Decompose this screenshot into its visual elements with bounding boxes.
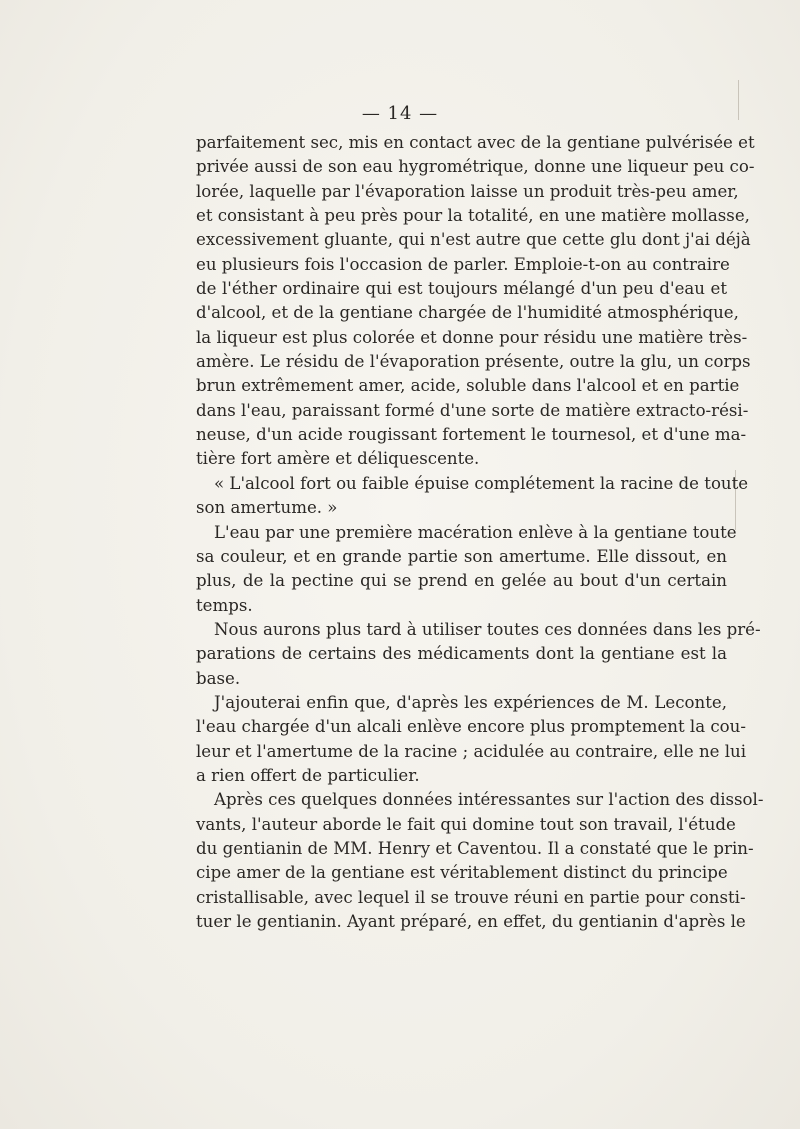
text-line: vants, l'auteur aborde le fait qui domine tout son travail, l'étude: [196, 814, 736, 834]
body-text: [196, 131, 764, 934]
text-line: neuse, d'un acide rougissant fortement le tournesol, et d'une ma-: [196, 425, 747, 445]
text-line: lorée, laquelle par l'évaporation laisse un produit très-peu amer,: [196, 181, 739, 201]
text-line: Après ces quelques données intéressantes sur l'action des dissol-: [214, 790, 764, 810]
text-line: cristallisable, avec lequel il se trouve réuni en partie pour consti-: [196, 887, 746, 907]
text-line: L'eau par une première macération enlève à la gentiane toute: [214, 522, 737, 542]
text-line: parfaitement sec, mis en contact avec de la gentiane pulvérisée et: [196, 133, 755, 152]
text-line: Nous aurons plus tard à utiliser toutes ces données dans les pré-: [214, 619, 761, 639]
text-line: la liqueur est plus colorée et donne pour résidu une matière très-: [196, 327, 748, 347]
text-line: dans l'eau, paraissant formé d'une sorte de matière extracto-rési-: [196, 400, 749, 420]
text-line: plus, de la pectine qui se prend en gelée au bout d'un certain: [196, 571, 727, 591]
page-number: — 14 —: [361, 103, 439, 124]
text-line: temps.: [196, 595, 253, 615]
text-line: parations de certains des médicaments dont la gentiane est la: [196, 644, 727, 664]
text-line: privée aussi de son eau hygrométrique, donne une liqueur peu co-: [196, 157, 755, 177]
text-line: J'ajouterai enfin que, d'après les expériences de M. Leconte,: [214, 692, 727, 712]
text-line: leur et l'amertume de la racine ; acidulée au contraire, elle ne lui: [196, 741, 747, 761]
text-line: sa couleur, et en grande partie son amertume. Elle dissout, en: [196, 546, 727, 566]
text-line: base.: [196, 668, 241, 688]
text-line: eu plusieurs fois l'occasion de parler. Emploie-t-on au contraire: [196, 254, 730, 274]
text-line: du gentianin de MM. Henry et Caventou. Il a constaté que le prin-: [196, 838, 754, 858]
text-line: excessivement gluante, qui n'est autre que cette glu dont j'ai déjà: [196, 230, 751, 250]
text-line: et consistant à peu près pour la totalité, en une matière mollasse,: [196, 206, 750, 226]
text-line: tuer le gentianin. Ayant préparé, en effet, du gentianin d'après le: [196, 912, 746, 931]
text-line: brun extrêmement amer, acide, soluble dans l'alcool et en partie: [196, 376, 740, 396]
text-line: d'alcool, et de la gentiane chargée de l'humidité atmosphérique,: [196, 303, 739, 323]
text-line: cipe amer de la gentiane est véritablement distinct du principe: [196, 863, 728, 883]
text-line: son amertume. »: [196, 498, 338, 518]
text-line: tière fort amère et déliquescente.: [196, 449, 480, 469]
text-line: « L'alcool fort ou faible épuise complétement la racine de toute: [214, 473, 749, 493]
text-line: l'eau chargée d'un alcali enlève encore plus promptement la cou-: [196, 717, 746, 737]
text-line: a rien offert de particulier.: [196, 765, 420, 785]
text-line: de l'éther ordinaire qui est toujours mélangé d'un peu d'eau et: [196, 279, 727, 299]
text-line: amère. Le résidu de l'évaporation présente, outre la glu, un corps: [196, 352, 751, 372]
